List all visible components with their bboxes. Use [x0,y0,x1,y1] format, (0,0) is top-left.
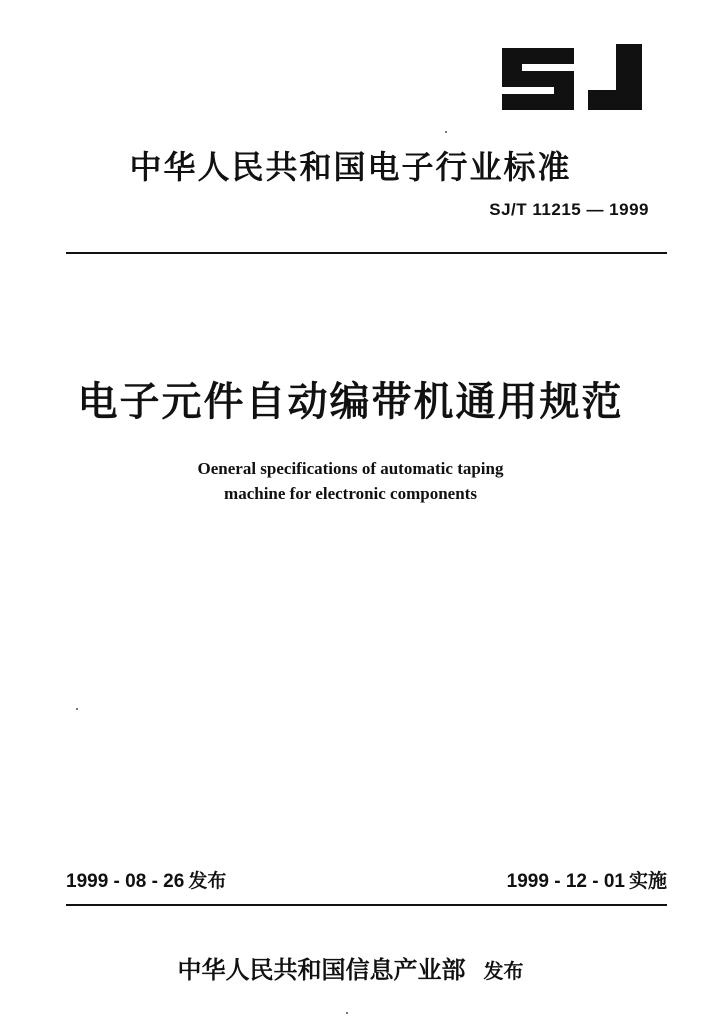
issue-date: 1999 - 08 - 26 [66,871,185,892]
top-divider [66,252,667,254]
english-title-line-2: machine for electronic components [224,484,477,503]
standard-code: SJ/T 11215 — 1999 [489,200,649,219]
implement-date: 1999 - 12 - 01 [506,871,625,892]
publisher-name: 中华人民共和国信息产业部 [177,956,466,984]
sj-logo-graphic [496,40,648,118]
publisher-action: 发布 [483,959,524,983]
issue-date-block [66,866,226,893]
english-title-line-1: Oeneral specifications of automatic taping [197,459,504,478]
implement-label: 实施 [628,870,667,892]
bottom-divider [66,904,667,906]
publisher-line [0,950,701,985]
implement-date-block [507,866,667,893]
scan-speck [346,1012,348,1014]
document-title-english [0,456,701,506]
scan-speck [76,708,78,710]
document-title-chinese: 电子元件自动编带机通用规范 [77,379,624,425]
issue-label: 发布 [188,870,227,892]
scan-speck [445,131,447,133]
sj-logo [496,40,648,118]
organization-title: 中华人民共和国电子行业标准 [129,148,572,186]
